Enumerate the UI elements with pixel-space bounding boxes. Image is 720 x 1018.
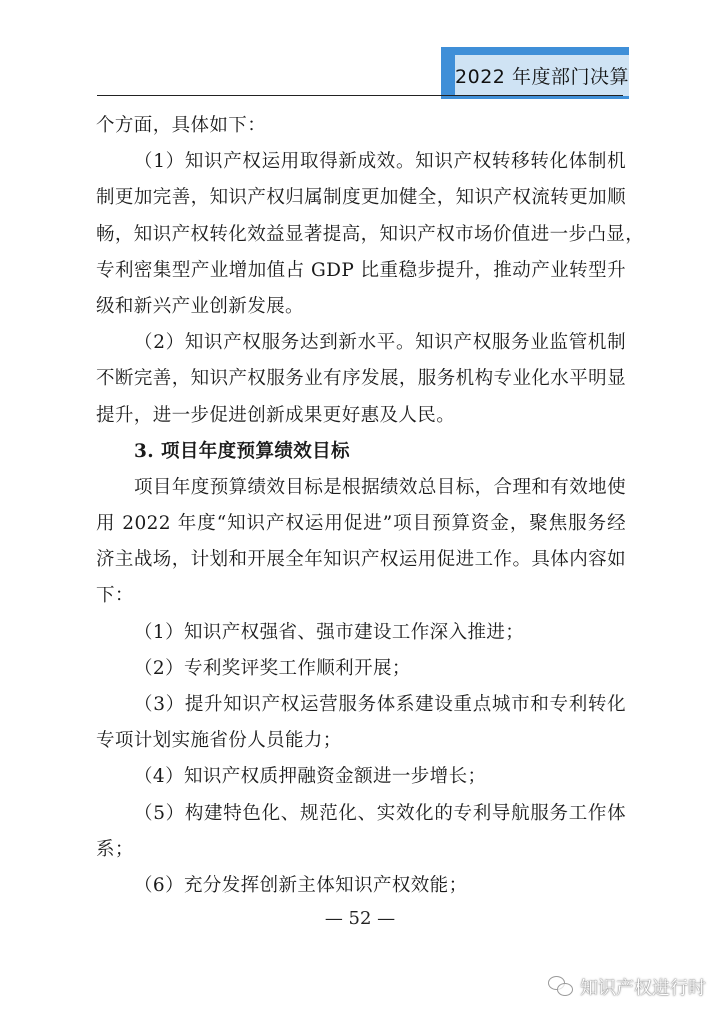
header-rule	[97, 95, 623, 96]
section-heading: 3. 项目年度预算绩效目标	[134, 440, 350, 462]
document-header-title: 2022 年度部门决算	[455, 66, 629, 88]
text-line: 畅，知识产权转化效益显著提高，知识产权市场价值进一步凸显，	[96, 223, 645, 245]
text-line: （2）专利奖评奖工作顺利开展；	[134, 657, 411, 679]
text-line: 专项计划实施省份人员能力；	[96, 730, 342, 752]
text-line: （3）提升知识产权运营服务体系建设重点城市和专利转化	[134, 694, 626, 715]
text-line: （5）构建特色化、规范化、实效化的专利导航服务工作体	[134, 802, 626, 824]
text-line: 不断完善，知识产权服务业有序发展，服务机构专业化水平明显	[96, 368, 626, 390]
page-number: — 52 —	[324, 908, 396, 929]
text-line: （6）充分发挥创新主体知识产权效能；	[134, 874, 468, 896]
text-line: （2）知识产权服务达到新水平。知识产权服务业监管机制	[134, 332, 626, 354]
text-line: （1）知识产权强省、强市建设工作深入推进；	[134, 621, 525, 643]
text-line: 个方面，具体如下：	[96, 115, 267, 136]
text-line: 济主战场，计划和开展全年知识产权运用促进工作。具体内容如	[96, 549, 626, 571]
text-line: 项目年度预算绩效目标是根据绩效总目标，合理和有效地使	[134, 476, 626, 498]
text-line: （1）知识产权运用取得新成效。知识产权转移转化体制机	[134, 151, 626, 173]
watermark-text: 知识产权进行时	[580, 978, 706, 999]
text-line: 级和新兴产业创新发展。	[96, 295, 304, 317]
text-line: （4）知识产权质押融资金额进一步增长；	[134, 766, 487, 788]
wechat-icon	[548, 976, 574, 998]
watermark	[548, 974, 706, 1000]
text-line: 专利密集型产业增加值占 GDP 比重稳步提升，推动产业转型升	[96, 259, 626, 281]
text-line: 系；	[96, 838, 134, 860]
text-line: 下：	[96, 585, 134, 607]
text-line: 提升，进一步促进创新成果更好惠及人民。	[96, 404, 456, 426]
header-tab	[455, 55, 629, 96]
text-line: 用 2022 年度“知识产权运用促进”项目预算资金，聚焦服务经	[96, 513, 626, 535]
document-body	[96, 108, 645, 904]
text-line: 制更加完善，知识产权归属制度更加健全，知识产权流转更加顺	[96, 187, 626, 209]
